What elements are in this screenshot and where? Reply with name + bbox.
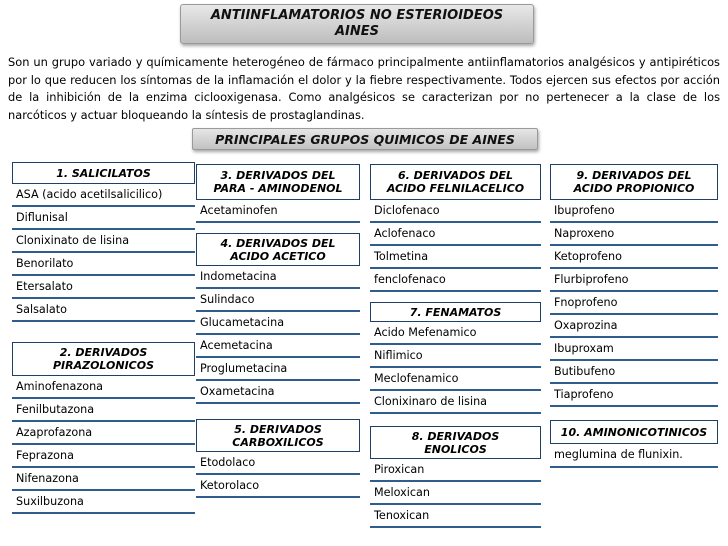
group-header-line: 8. DERIVADOS (411, 429, 500, 443)
drug-item: Suxilbuzona (12, 491, 195, 514)
group-header (196, 164, 360, 200)
drug-item: Ketoprofeno (550, 246, 718, 269)
page-title-line1: ANTIINFLAMATORIOS NO ESTERIOIDEOS (210, 8, 504, 23)
drug-item: Meloxican (370, 482, 541, 505)
group-header (550, 420, 718, 444)
group-header-line: ACIDO FELNILACELICO (386, 182, 525, 195)
drug-item: Fenilbutazona (12, 399, 195, 422)
group-header-line: ACIDO ACETICO (230, 249, 326, 263)
drug-item: ASA (acido acetilsalicilico) (12, 184, 195, 207)
group-salicilatos (12, 162, 195, 322)
drug-item: Clonixinato de lisina (12, 230, 195, 253)
group-header (370, 164, 541, 200)
group-header-line: 6. DERIVADOS DEL (397, 169, 514, 182)
drug-item: Oxametacina (196, 381, 360, 404)
drug-item: Salsalato (12, 299, 195, 322)
group-carboxilicos (196, 419, 360, 498)
drug-item: Oxaprozina (550, 315, 718, 338)
group-header (12, 342, 195, 376)
group-header-line: ENOLICOS (424, 442, 487, 456)
drug-item: Ibuproxam (550, 338, 718, 361)
drug-item: Niflimico (370, 345, 541, 368)
group-header-line: 1. SALICILATOS (56, 166, 151, 180)
drug-item: Sulindaco (196, 289, 360, 312)
drug-item: Fnoprofeno (550, 292, 718, 315)
drug-item: Ibuprofeno (550, 200, 718, 223)
group-header-line: PARA - AMINODENOL (213, 182, 343, 195)
group-header-line: 4. DERIVADOS DEL (220, 236, 336, 250)
drug-item: Etodolaco (196, 452, 360, 475)
section-subtitle: PRINCIPALES GRUPOS QUIMICOS DE AINES (192, 128, 538, 150)
group-header-line: 2. DERIVADOS (59, 346, 148, 359)
drug-item: Naproxeno (550, 223, 718, 246)
drug-item: fenclofenaco (370, 269, 541, 292)
drug-item: Tiaprofeno (550, 384, 718, 407)
drug-item: Diclofenaco (370, 200, 541, 223)
group-header (370, 302, 541, 322)
group-enolicos (370, 426, 541, 528)
drug-item: Tolmetina (370, 246, 541, 269)
group-acido-propionico (550, 164, 718, 407)
drug-item: Ketorolaco (196, 475, 360, 498)
group-header (550, 164, 718, 200)
group-header-line: ACIDO PROPIONICO (573, 182, 695, 195)
drug-item: Tenoxican (370, 505, 541, 528)
drug-item: Piroxican (370, 459, 541, 482)
drug-item: Aminofenazona (12, 376, 195, 399)
group-fenamatos (370, 302, 541, 414)
group-header (12, 162, 195, 184)
group-header-line: 10. AMINONICOTINICOS (560, 425, 708, 439)
drug-item: Azaprofazona (12, 422, 195, 445)
page-title-line2: AINES (334, 24, 380, 39)
drug-item: Nifenazona (12, 468, 195, 491)
drug-item: Clonixinaro de lisina (370, 391, 541, 414)
group-pirazolonicos (12, 342, 195, 514)
group-header-line: CARBOXILICOS (232, 435, 324, 449)
group-header-line: 7. FENAMATOS (409, 305, 502, 319)
drug-item: Diflunisal (12, 207, 195, 230)
drug-item: Proglumetacina (196, 358, 360, 381)
drug-item: Acemetacina (196, 335, 360, 358)
drug-item: Acetaminofen (196, 200, 360, 223)
group-acido-felnilacelico (370, 164, 541, 292)
drug-item: Acido Mefenamico (370, 322, 541, 345)
group-header-line: 9. DERIVADOS DEL (576, 169, 692, 182)
drug-item: meglumina de flunixin. (550, 444, 718, 468)
group-para-aminodenol (196, 164, 360, 223)
group-aminonicotinicos (550, 420, 718, 468)
drug-item: Flurbiprofeno (550, 269, 718, 292)
group-header-line: 5. DERIVADOS (234, 422, 322, 436)
group-header (196, 419, 360, 452)
group-acido-acetico (196, 233, 360, 404)
drug-item: Feprazona (12, 445, 195, 468)
drug-item: Benorilato (12, 253, 195, 276)
drug-item: Indometacina (196, 266, 360, 289)
group-header (196, 233, 360, 266)
drug-item: Glucametacina (196, 312, 360, 335)
page-title (180, 4, 534, 44)
group-header (370, 426, 541, 459)
drug-item: Etersalato (12, 276, 195, 299)
drug-item: Butibufeno (550, 361, 718, 384)
drug-item: Aclofenaco (370, 223, 541, 246)
group-header-line: PIRAZOLONICOS (52, 359, 155, 372)
intro-paragraph: Son un grupo variado y químicamente heterogéneo de fármaco principalmente antiinflamatorios analgésicos y antipiréticos por lo que reducen los síntomas de la inflamación el dolor y la fiebre respectivamente. Todos ejercen sus efectos por acción de la inhibición de la enzima ciclooxigenasa. Como analgésicos se caracterizan por no pertenecer a la clase de los narcóticos y actuar bloqueando la síntesis de prostaglandinas. (8, 55, 720, 122)
group-header-line: 3. DERIVADOS DEL (220, 169, 336, 182)
drug-item: Meclofenamico (370, 368, 541, 391)
